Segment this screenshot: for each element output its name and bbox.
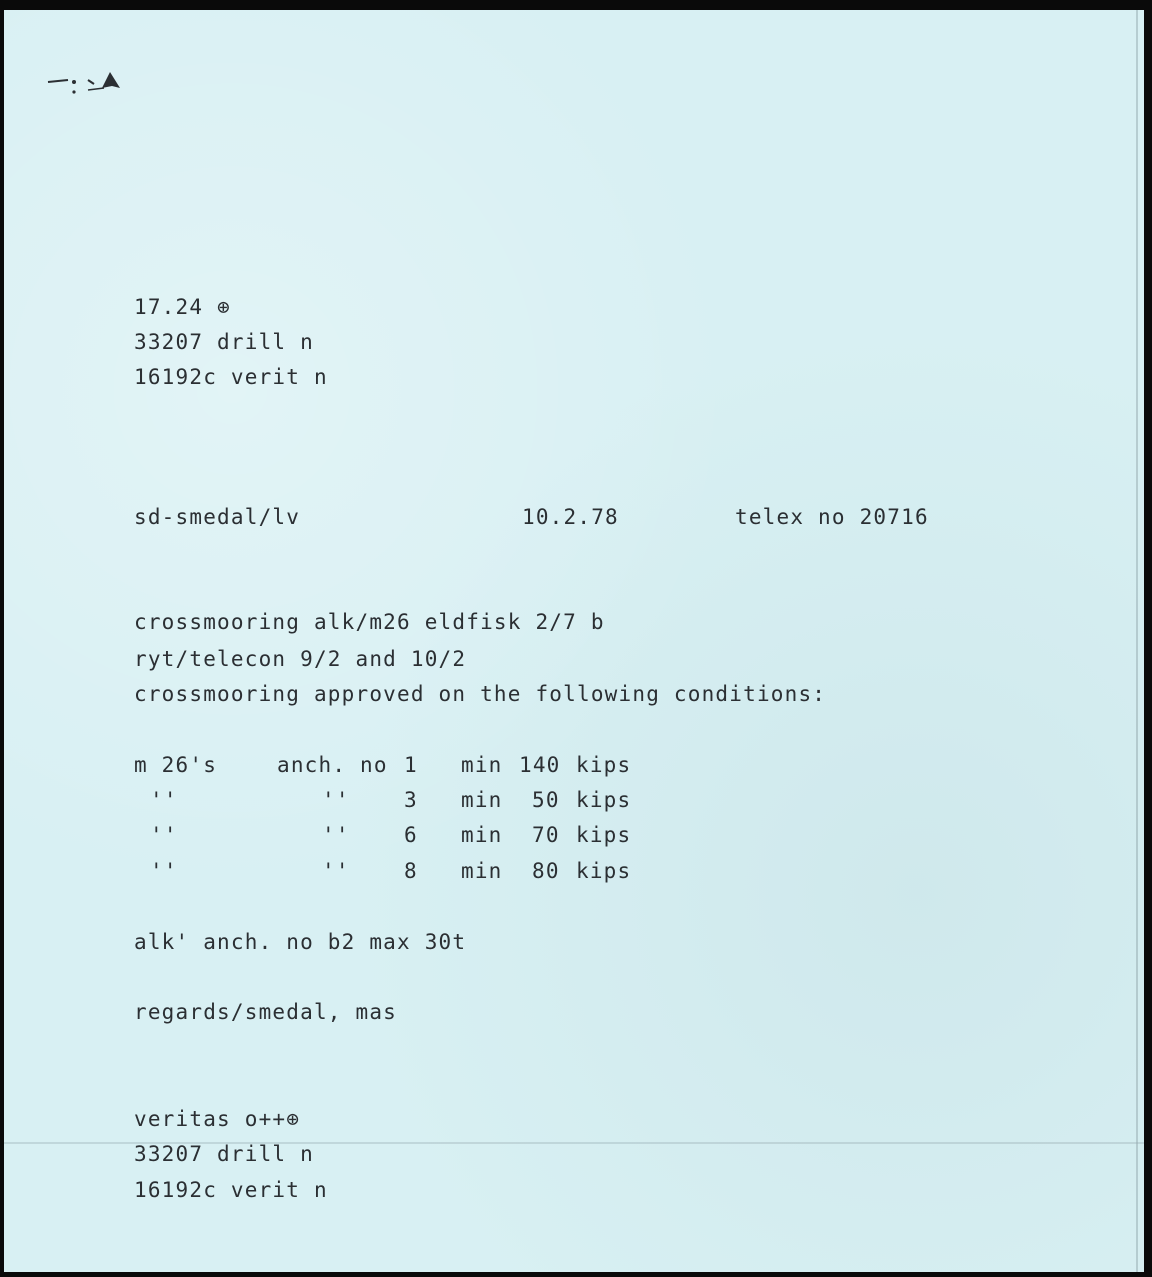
anchor-value: 140: [519, 753, 561, 777]
body-line-2: ryt/telecon 9/2 and 10/2: [134, 647, 467, 671]
ref-date: 10.2.78: [522, 505, 619, 529]
anchor-label: '': [322, 788, 350, 812]
anchor-unit: kips: [576, 788, 632, 812]
sheet-edge: [1136, 10, 1138, 1272]
alk-anchor-line: alk' anch. no b2 max 30t: [134, 930, 467, 954]
anchor-unit: kips: [576, 753, 632, 777]
anchor-number: 1: [404, 753, 418, 777]
anchor-unit: kips: [576, 823, 632, 847]
anchor-label: anch. no: [277, 753, 388, 777]
anchor-value: 50: [532, 788, 560, 812]
header-line-1: 33207 drill n: [134, 330, 314, 354]
regards-line: regards/smedal, mas: [134, 1000, 398, 1024]
footer-line-2: 33207 drill n: [134, 1142, 314, 1166]
anchor-vessel: '': [150, 788, 178, 812]
footer-line-1: veritas o++⊕: [134, 1107, 301, 1131]
header-line-2: 16192c verit n: [134, 365, 328, 389]
body-line-1: crossmooring alk/m26 eldfisk 2/7 b: [134, 610, 605, 634]
ref-telex-number: telex no 20716: [735, 505, 929, 529]
ink-mark-icon: [44, 66, 144, 106]
anchor-vessel: m 26's: [134, 753, 218, 777]
anchor-value: 70: [532, 823, 560, 847]
anchor-number: 3: [404, 788, 418, 812]
anchor-min: min: [461, 753, 503, 777]
anchor-vessel: '': [150, 859, 178, 883]
anchor-min: min: [461, 859, 503, 883]
header-time: 17.24 ⊕: [134, 295, 231, 319]
anchor-vessel: '': [150, 823, 178, 847]
anchor-label: '': [322, 823, 350, 847]
anchor-unit: kips: [576, 859, 632, 883]
anchor-min: min: [461, 788, 503, 812]
body-line-3: crossmooring approved on the following conditions:: [134, 682, 827, 706]
anchor-min: min: [461, 823, 503, 847]
telex-sheet: [4, 10, 1144, 1272]
anchor-number: 6: [404, 823, 418, 847]
anchor-label: '': [322, 859, 350, 883]
ref-from: sd-smedal/lv: [134, 505, 301, 529]
footer-line-3: 16192c verit n: [134, 1178, 328, 1202]
anchor-value: 80: [532, 859, 560, 883]
anchor-number: 8: [404, 859, 418, 883]
